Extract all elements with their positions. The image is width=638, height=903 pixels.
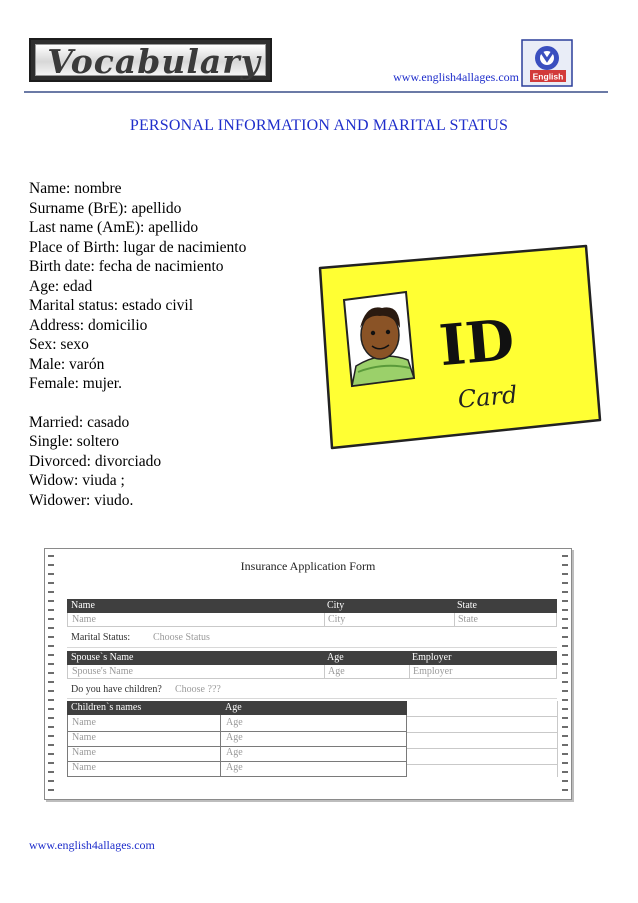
children-question-row xyxy=(67,683,557,699)
child-name-input[interactable]: Name xyxy=(72,717,96,728)
form-header-row xyxy=(67,599,557,613)
state-input[interactable]: State xyxy=(458,614,478,625)
marital-status-row xyxy=(67,631,557,648)
header-age: Age xyxy=(327,652,344,663)
vocab-item: Place of Birth: lugar de nacimiento xyxy=(29,238,247,256)
header-divider xyxy=(24,91,608,93)
spouse-name-input[interactable]: Spouse's Name xyxy=(72,666,133,677)
vocab-spacer xyxy=(29,394,319,413)
children-question-label: Do you have children? xyxy=(71,684,162,695)
page-title: PERSONAL INFORMATION AND MARITAL STATUS xyxy=(129,117,509,134)
site-url-top[interactable]: www.english4allages.com xyxy=(393,70,519,84)
child-name-input[interactable]: Name xyxy=(72,762,96,773)
vocab-item: Name: nombre xyxy=(29,180,122,197)
header-employer: Employer xyxy=(412,652,452,663)
vocab-item: Widower: viudo. xyxy=(29,491,134,509)
form-header-row xyxy=(67,651,557,665)
children-blank-lines xyxy=(407,701,558,777)
spouse-age-input[interactable]: Age xyxy=(328,666,345,677)
id-card-small-text: Card xyxy=(456,380,519,414)
header-name: Name xyxy=(71,600,95,611)
children-select[interactable]: Choose ??? xyxy=(175,684,221,695)
vocab-item: Male: varón xyxy=(29,355,105,373)
id-card-big-text: ID xyxy=(436,306,517,380)
marital-status-label: Marital Status: xyxy=(71,632,131,643)
employer-input[interactable]: Employer xyxy=(413,666,453,677)
child-name-input[interactable]: Name xyxy=(72,747,96,758)
header-children-age: Age xyxy=(225,702,242,713)
vocab-item: Birth date: fecha de nacimiento xyxy=(29,258,224,275)
vocab-item: Address: domicilio xyxy=(29,316,148,334)
vocab-item: Married: casado xyxy=(29,413,130,431)
vocab-item: Marital status: estado civil xyxy=(29,297,194,314)
id-card-illustration xyxy=(308,240,608,455)
vocab-item: Divorced: divorciado xyxy=(29,452,162,470)
vocab-item: Sex: sexo xyxy=(29,336,89,353)
banner-text: Vocabulary xyxy=(47,42,261,81)
vocab-item: Female: mujer. xyxy=(29,375,122,392)
child-age-input[interactable]: Age xyxy=(226,717,243,728)
vocab-item: Age: edad xyxy=(29,277,93,295)
logo-label: English xyxy=(532,71,564,82)
form-title: Insurance Application Form xyxy=(240,559,376,573)
vocab-item: Widow: viuda ; xyxy=(29,472,125,489)
header-children-names: Children`s names xyxy=(71,702,142,713)
vocab-item: Surname (BrE): apellido xyxy=(29,199,182,217)
child-age-input[interactable]: Age xyxy=(226,762,243,773)
children-table xyxy=(67,715,407,777)
child-age-input[interactable]: Age xyxy=(226,747,243,758)
name-input[interactable]: Name xyxy=(72,614,96,625)
header-state: State xyxy=(457,600,477,611)
marital-status-select[interactable]: Choose Status xyxy=(153,632,210,643)
header-city: City xyxy=(327,600,345,611)
site-url-bottom[interactable]: www.english4allages.com xyxy=(29,838,155,852)
children-header-row xyxy=(67,701,407,715)
table-row xyxy=(68,760,406,776)
form-input-row xyxy=(67,613,557,627)
header-spouse-name: Spouse`s Name xyxy=(71,652,134,663)
child-name-input[interactable]: Name xyxy=(72,732,96,743)
english-logo-icon xyxy=(516,38,576,88)
vocab-item: Single: soltero xyxy=(29,433,119,450)
banner-frame xyxy=(35,42,266,81)
vocabulary-banner xyxy=(29,38,272,82)
insurance-form xyxy=(44,548,572,800)
vocab-item: Last name (AmE): apellido xyxy=(29,219,199,236)
form-input-row xyxy=(67,665,557,679)
city-input[interactable]: City xyxy=(328,614,346,625)
vocabulary-list xyxy=(29,179,319,510)
child-age-input[interactable]: Age xyxy=(226,732,243,743)
